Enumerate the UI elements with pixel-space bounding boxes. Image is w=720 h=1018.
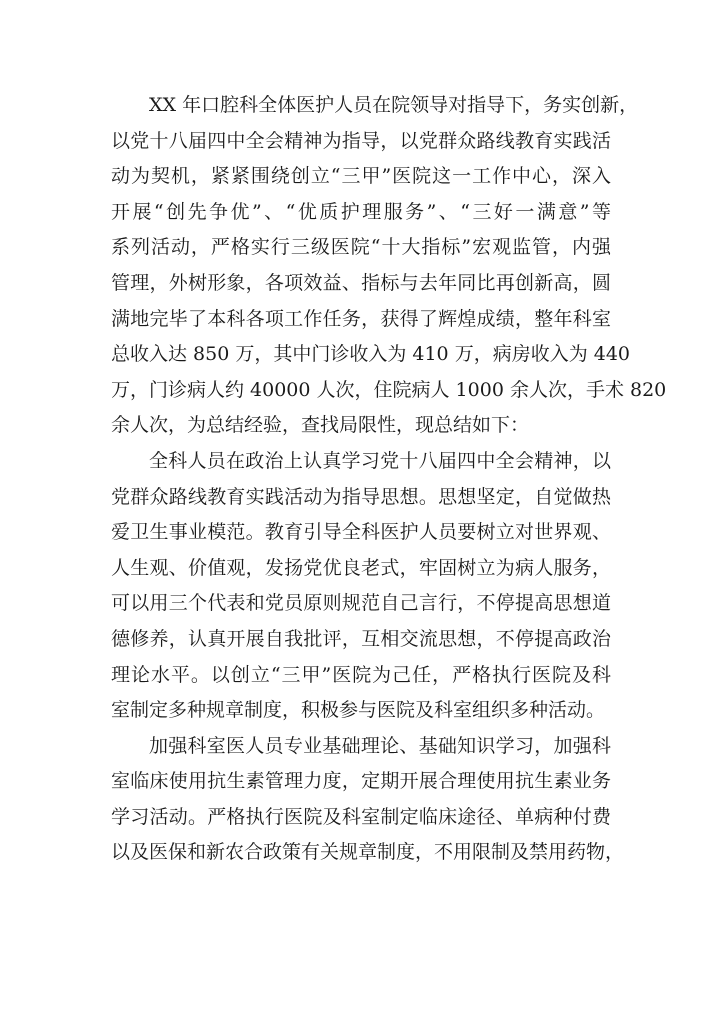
text-line: 系列活动，严格实行三级医院“十大指标”宏观监管，内强 xyxy=(111,236,611,259)
text-line: 室制定多种规章制度，积极参与医院及科室组织多种活动。 xyxy=(111,699,606,722)
text-line: 学习活动。严格执行医院及科室制定临床途径、单病种付费 xyxy=(111,805,611,828)
text-line: 全科人员在政治上认真学习党十八届四中全会精神，以 xyxy=(149,449,611,472)
text-line: 余人次，为总结经验，查找局限性，现总结如下： xyxy=(111,414,530,437)
paragraph-summary xyxy=(111,88,667,444)
text-line: 人生观、价值观，发扬党优良老式，牢固树立为病人服务， xyxy=(111,556,611,579)
text-line: 满地完毕了本科各项工作任务，获得了辉煌成绩，整年科室 xyxy=(111,307,611,330)
text-line: 室临床使用抗生素管理力度，定期开展合理使用抗生素业务 xyxy=(111,770,611,793)
text-line: XX 年口腔科全体医护人员在院领导对指导下，务实创新， xyxy=(149,94,639,116)
text-line: 开展“创先争优”、“优质护理服务”、“三好一满意”等 xyxy=(111,200,611,223)
text-line: 理论水平。以创立“三甲”医院为己任，严格执行医院及科 xyxy=(111,663,611,686)
text-line: 动为契机，紧紧围绕创立“三甲”医院这一工作中心，深入 xyxy=(111,165,611,188)
text-line: 以及医保和新农合政策有关规章制度，不用限制及禁用药物， xyxy=(111,841,625,864)
text-line: 爱卫生事业模范。教育引导全科医护人员要树立对世界观、 xyxy=(111,521,611,544)
text-line: 总收入达 850 万，其中门诊收入为 410 万，病房收入为 440 xyxy=(111,343,630,366)
text-line: 党群众路线教育实践活动为指导思想。思想坚定，自觉做热 xyxy=(111,485,611,508)
paragraph-professional-study xyxy=(111,729,625,871)
document-body xyxy=(111,88,667,871)
text-line: 可以用三个代表和党员原则规范自己言行，不停提高思想道 xyxy=(111,592,611,615)
text-line: 加强科室医人员专业基础理论、基础知识学习，加强科 xyxy=(149,734,611,757)
text-line: 管理，外树形象，各项效益、指标与去年同比再创新高，圆 xyxy=(111,271,611,294)
text-line: 万，门诊病人约 40000 人次，住院病人 1000 余人次，手术 820 xyxy=(111,378,667,401)
text-line: 以党十八届四中全会精神为指导，以党群众路线教育实践活 xyxy=(111,129,611,152)
paragraph-political-study xyxy=(111,444,611,729)
text-line: 德修养，认真开展自我批评，互相交流思想，不停提高政治 xyxy=(111,627,611,650)
